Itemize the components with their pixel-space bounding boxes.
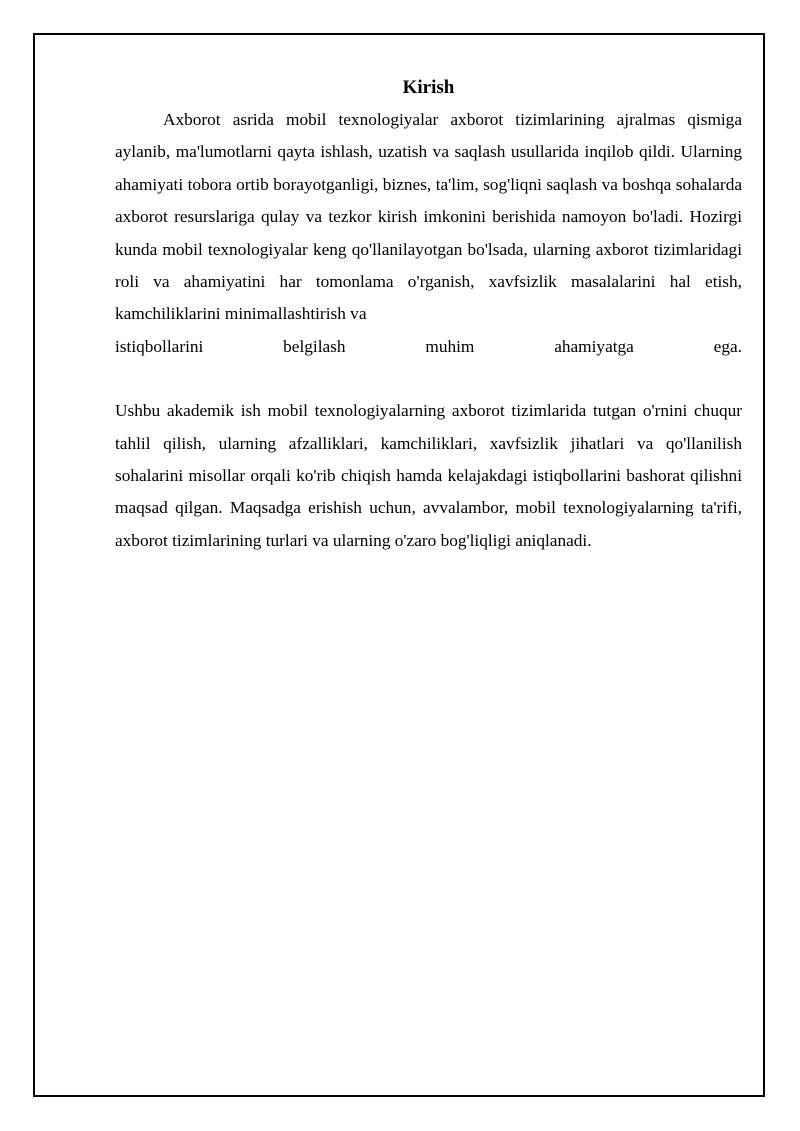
page-title: Kirish [402, 77, 455, 98]
paragraph-intro-last-line: istiqbollarini belgilash muhim ahamiyatga ega. [115, 336, 742, 356]
paragraph-gap [115, 363, 742, 395]
document-body [115, 72, 742, 557]
paragraph-intro: Axborot asrida mobil texnologiyalar axborot tizimlarining ajralmas qismiga aylanib, ma'lumotlarni qayta ishlash, uzatish va saqlash usullarida inqilob qildi. Ularning ahamiyati tobora ortib borayotganligi, biznes, ta'lim, sog'liqni saqlash va boshqa sohalarda axborot resurslariga qulay va tezkor kirish imkonini berishida namoyon bo'ladi. Hozirgi kunda mobil texnologiyalar keng qo'llanilayotgan bo'lsada, ularning axborot tizimlaridagi roli va ahamiyatini har tomonlama o'rganish, xavfsizlik masalalarini hal etish, kamchiliklarini minimallashtirish va [115, 110, 742, 324]
paragraph-goal: Ushbu akademik ish mobil texnologiyalarning axborot tizimlarida tutgan o'rnini chuqur tahlil qilish, ularning afzalliklari, kamchiliklari, xavfsizlik jihatlari va qo'llanilish sohalarini misollar orqali ko'rib chiqish hamda kelajakdagi istiqbollarini bashorat qilishni maqsad qilgan. Maqsadga erishish uchun, avvalambor, mobil texnologiyalarning ta'rifi, axborot tizimlarining turlari va ularning o'zaro bog'liqligi aniqlanadi. [115, 401, 742, 550]
